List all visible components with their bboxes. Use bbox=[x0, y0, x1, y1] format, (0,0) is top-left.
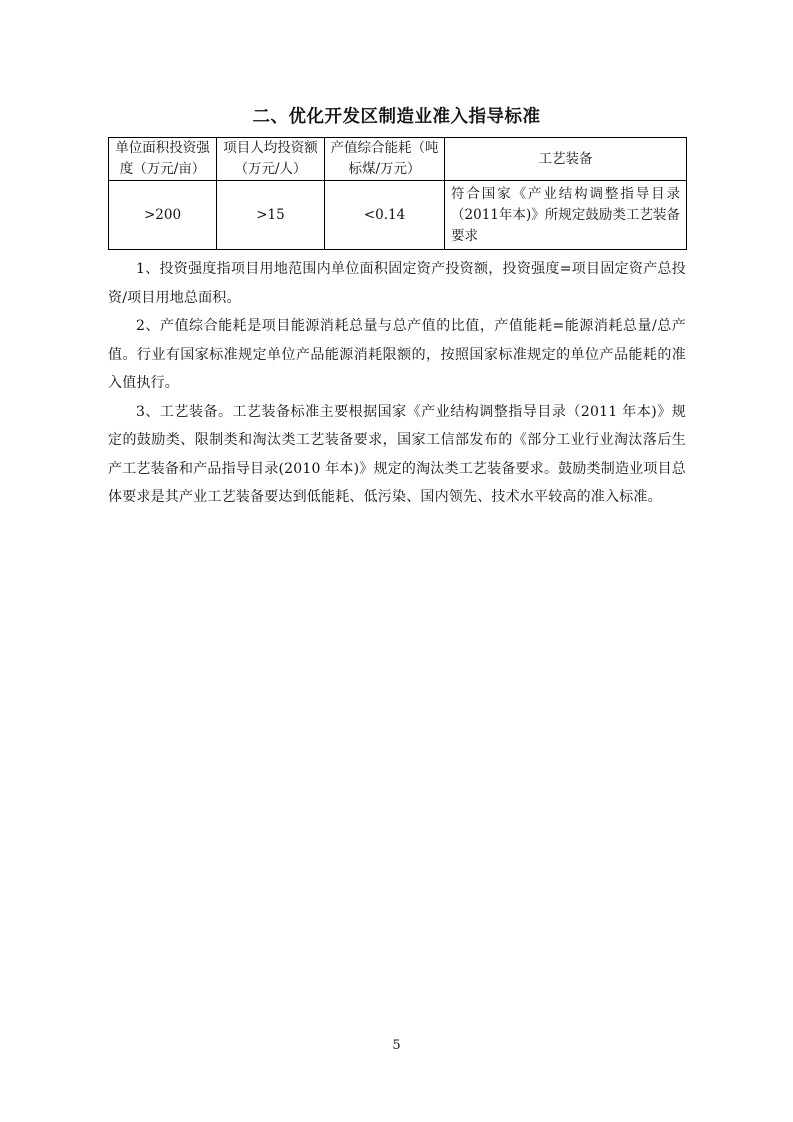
value-investment-intensity: >200 bbox=[109, 181, 217, 250]
note-process-equipment: 3、工艺装备。工艺装备标准主要根据国家《产业结构调整指导目录（2011 年本)》规定的鼓励类、限制类和淘汰类工艺装备要求，国家工信部发布的《部分工业行业淘汰落后生产工艺装备和产品指导目录(2010 年本)》规定的淘汰类工艺装备要求。鼓励类制造业项目总体要求是其产业工艺装备要达到低能耗、低污染、国内领先、技术水平较高的准入标准。 bbox=[108, 403, 686, 505]
page-number: 5 bbox=[392, 1038, 401, 1053]
page-title: 二、优化开发区制造业准入指导标准 bbox=[252, 107, 541, 127]
value-per-capita-investment: >15 bbox=[217, 181, 325, 250]
table-row bbox=[109, 181, 687, 250]
note-energy-consumption: 2、产值综合能耗是项目能源消耗总量与总产值的比值，产值能耗=能源消耗总量/总产值。行业有国家标准规定单位产品能源消耗限额的，按照国家标准规定的单位产品能耗的准入值执行。 bbox=[108, 318, 686, 391]
table-header-row bbox=[109, 138, 687, 181]
value-energy-consumption: <0.14 bbox=[325, 181, 445, 250]
standards-table bbox=[108, 137, 687, 250]
header-energy-consumption: 产值综合能耗（吨标煤/万元） bbox=[325, 138, 445, 181]
note-investment-intensity: 1、投资强度指项目用地范围内单位面积固定资产投资额，投资强度=项目固定资产总投资/项目用地总面积。 bbox=[108, 261, 686, 306]
notes-section bbox=[108, 255, 686, 512]
header-investment-intensity: 单位面积投资强度（万元/亩） bbox=[109, 138, 217, 181]
header-process-equipment: 工艺装备 bbox=[445, 138, 687, 181]
value-process-equipment: 符合国家《产业结构调整指导目录（2011年本)》所规定鼓励类工艺装备要求 bbox=[445, 181, 687, 250]
header-per-capita-investment: 项目人均投资额（万元/人） bbox=[217, 138, 325, 181]
